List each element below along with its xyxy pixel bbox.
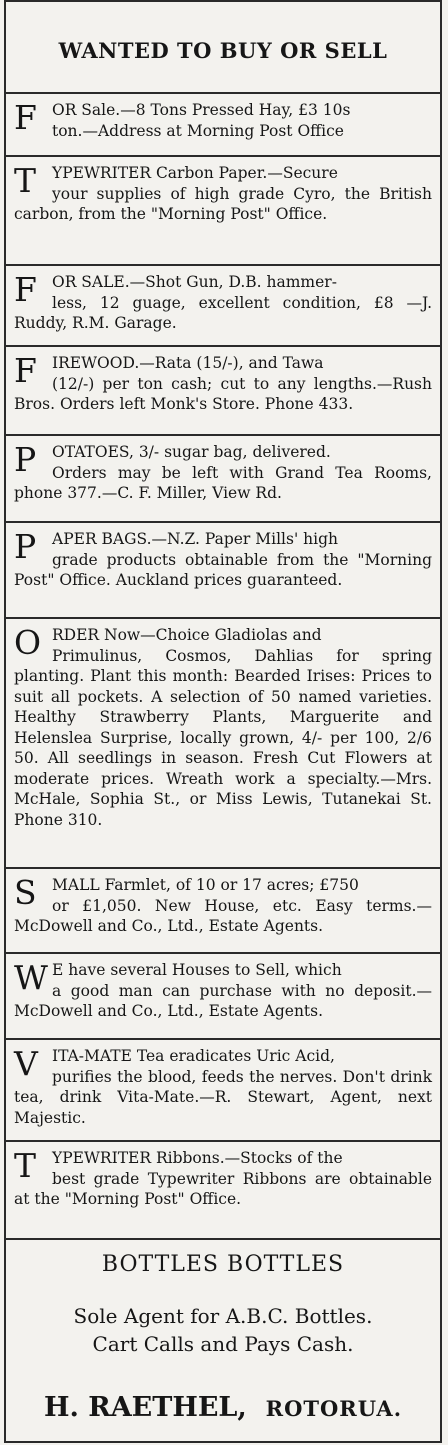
classified-ad: [6, 264, 440, 345]
section-title: WANTED TO BUY OR SELL: [58, 38, 388, 63]
display-ad: [6, 1238, 440, 1445]
drop-initial: F: [14, 98, 37, 137]
classified-ad: [6, 345, 440, 434]
classified-ad: [6, 617, 440, 867]
drop-initial: T: [14, 1146, 37, 1185]
ad-first-line: APER BAGS.—N.Z. Paper Mills' high: [52, 530, 338, 548]
drop-initial: S: [14, 873, 37, 912]
ad-first-line: OTATOES, 3/- sugar bag, delivered.: [52, 443, 331, 461]
section-header: [6, 0, 440, 94]
classified-ad: [6, 867, 440, 952]
ad-first-line: MALL Farmlet, of 10 or 17 acres; £750: [52, 876, 359, 894]
ad-first-line: YPEWRITER Ribbons.—Stocks of the: [52, 1149, 343, 1167]
drop-initial: V: [14, 1044, 38, 1083]
drop-initial: F: [14, 270, 37, 309]
ad-body: a good man can purchase with no deposit.—McDowell and Co., Ltd., Estate Agents.: [14, 981, 432, 1020]
ad-first-line: IREWOOD.—Rata (15/-), and Tawa: [52, 354, 324, 372]
classified-ad: [6, 434, 440, 521]
classified-ad: [6, 92, 440, 140]
signature-place: ROTORUA.: [265, 1396, 403, 1421]
ad-body: less, 12 guage, excellent condition, £8 —J. Ruddy, R.M. Garage.: [14, 293, 432, 332]
ad-first-line: OR Sale.—8 Tons Pressed Hay, £3 10s: [52, 101, 351, 119]
drop-initial: P: [14, 527, 37, 566]
ad-body: best grade Typewriter Ribbons are obtainable at the "Morning Post" Office.: [14, 1169, 432, 1208]
display-ad-signature: [6, 1392, 440, 1423]
ad-first-line: YPEWRITER Carbon Paper.—Secure: [52, 164, 338, 182]
ad-first-line: OR SALE.—Shot Gun, D.B. hammer-: [52, 273, 337, 291]
classified-ad: [6, 521, 440, 617]
drop-initial: T: [14, 161, 37, 200]
ad-body: or £1,050. New House, etc. Easy terms.—McDowell and Co., Ltd., Estate Agents.: [14, 896, 432, 935]
classifieds-column: [4, 0, 442, 1443]
ad-body: (12/-) per ton cash; cut to any lengths.—Rush Bros. Orders left Monk's Store. Phone 433.: [14, 374, 432, 413]
classified-ad: [6, 1038, 440, 1128]
ad-body: Orders may be left with Grand Tea Rooms, phone 377.—C. F. Miller, View Rd.: [14, 463, 432, 502]
display-ad-line: Sole Agent for A.B.C. Bottles.: [73, 1304, 373, 1328]
display-ad-line: Cart Calls and Pays Cash.: [92, 1332, 354, 1356]
ad-body: purifies the blood, feeds the nerves. Don't drink tea, drink Vita-Mate.—R. Stewart, Agent, next Majestic.: [14, 1067, 432, 1127]
ad-body: ton.—Address at Morning Post Office: [52, 121, 344, 140]
classified-ad: [6, 952, 440, 1038]
classified-ad: [6, 155, 440, 252]
display-ad-headline: BOTTLES BOTTLES: [101, 1252, 345, 1277]
ad-first-line: E have several Houses to Sell, which: [52, 961, 342, 979]
drop-initial: O: [14, 623, 42, 662]
drop-initial: P: [14, 440, 37, 479]
ad-first-line: ITA-MATE Tea eradicates Uric Acid,: [52, 1047, 335, 1065]
ad-body: your supplies of high grade Cyro, the British carbon, from the "Morning Post" Office.: [14, 184, 432, 223]
ad-body: grade products obtainable from the "Morning Post" Office. Auckland prices guaranteed.: [14, 550, 432, 589]
drop-initial: W: [14, 958, 48, 997]
drop-initial: F: [14, 351, 37, 390]
signature-name: H. RAETHEL,: [43, 1392, 247, 1423]
classified-ad: [6, 1140, 440, 1238]
ad-body: Primulinus, Cosmos, Dahlias for spring planting. Plant this month: Bearded Irises: Prices to suit all pockets. A selection of 50 named varieties. Healthy Strawberry Plants, Marguerite and Helenslea Surprise, locally grown, 4/- per 100, 2/6 50. All seedlings in season. Fresh Cut Flowers at moderate prices. Wreath work a specialty.—Mrs. McHale, Sophia St., or Miss Lewis, Tutanekai St. Phone 310.: [14, 646, 432, 829]
ad-first-line: RDER Now—Choice Gladiolas and: [52, 626, 322, 644]
